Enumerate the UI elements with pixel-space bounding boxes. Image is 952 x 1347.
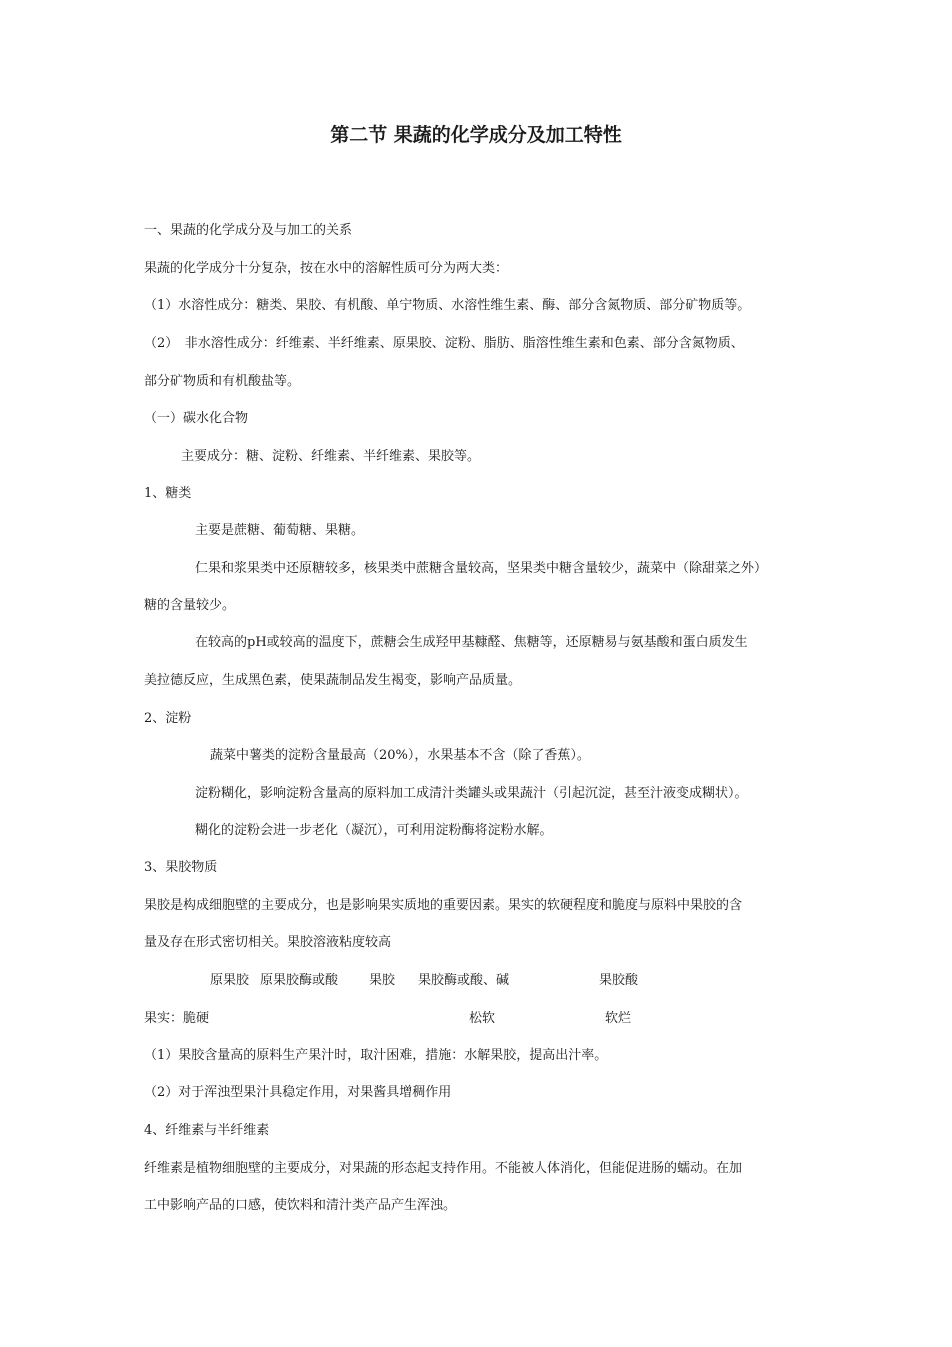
list-item: （2）对于浑浊型果汁具稳定作用，对果酱具增稠作用 [144,1085,452,1100]
subsection-heading: （一）碳水化合物 [144,411,249,426]
subsection-heading: 4、纤维素与半纤维素 [144,1123,270,1138]
section-heading: 一、果蔬的化学成分及与加工的关系 [144,223,353,238]
subsection-heading: 2、淀粉 [144,711,192,726]
page-title: 第二节 果蔬的化学成分及加工特性 [330,124,622,146]
subsection-heading: 1、糖类 [144,486,192,501]
pectin-stage-label: 原果胶 [210,973,250,988]
subsection-heading: 3、果胶物质 [144,860,218,875]
list-item: （2） 非水溶性成分：纤维素、半纤维素、原果胶、淀粉、脂肪、脂溶性维生素和色素、部分含氮物质、 [144,336,744,351]
paragraph-line: 主要是蔗糖、葡萄糖、果糖。 [195,523,365,538]
pectin-stage-label: 果胶 [369,973,396,988]
paragraph-line: 量及存在形式密切相关。果胶溶液粘度较高 [144,935,392,950]
paragraph-line: 在较高的pH或较高的温度下，蔗糖会生成羟甲基糠醛、焦糖等，还原糖易与氨基酸和蛋白质发生 [195,635,748,650]
paragraph-line: 主要成分：糖、淀粉、纤维素、半纤维素、果胶等。 [181,449,481,464]
paragraph-line: 淀粉糊化，影响淀粉含量高的原料加工成清汁类罐头或果蔬汁（引起沉淀，甚至汁液变成糊状）。 [195,786,748,801]
list-item: （1）水溶性成分：糖类、果胶、有机酸、单宁物质、水溶性维生素、酶、部分含氮物质、部分矿物质等。 [144,298,751,313]
pectin-stage-label: 果胶酸 [599,973,639,988]
pectin-stage-label: 原果胶酶或酸 [260,973,339,988]
list-item: （1）果胶含量高的原料生产果汁时，取汁困难，措施：水解果胶，提高出汁率。 [144,1048,608,1063]
texture-label: 松软 [469,1011,496,1026]
texture-label: 软烂 [605,1011,632,1026]
paragraph-line: 糊化的淀粉会进一步老化（凝沉），可利用淀粉酶将淀粉水解。 [195,823,553,838]
paragraph-line: 美拉德反应，生成黑色素，使果蔬制品发生褐变，影响产品质量。 [144,673,522,688]
paragraph-line: 果胶是构成细胞壁的主要成分，也是影响果实质地的重要因素。果实的软硬程度和脆度与原料中果胶的含 [144,898,743,913]
paragraph-line: 蔬菜中薯类的淀粉含量最高（20%），水果基本不含（除了香蕉）。 [210,748,590,763]
texture-label: 果实：脆硬 [144,1011,210,1026]
paragraph-line: 糖的含量较少。 [144,598,236,613]
paragraph-line: 纤维素是植物细胞壁的主要成分，对果蔬的形态起支持作用。不能被人体消化，但能促进肠的蠕动。在加 [144,1161,743,1176]
paragraph-line: 仁果和浆果类中还原糖较多，核果类中蔗糖含量较高，坚果类中糖含量较少，蔬菜中（除甜菜之外） [195,561,768,576]
paragraph-line: 部分矿物质和有机酸盐等。 [144,374,301,389]
paragraph-line: 工中影响产品的口感，使饮料和清汁类产品产生浑浊。 [144,1198,457,1213]
paragraph-line: 果蔬的化学成分十分复杂，按在水中的溶解性质可分为两大类： [144,261,509,276]
pectin-stage-label: 果胶酶或酸、碱 [418,973,510,988]
